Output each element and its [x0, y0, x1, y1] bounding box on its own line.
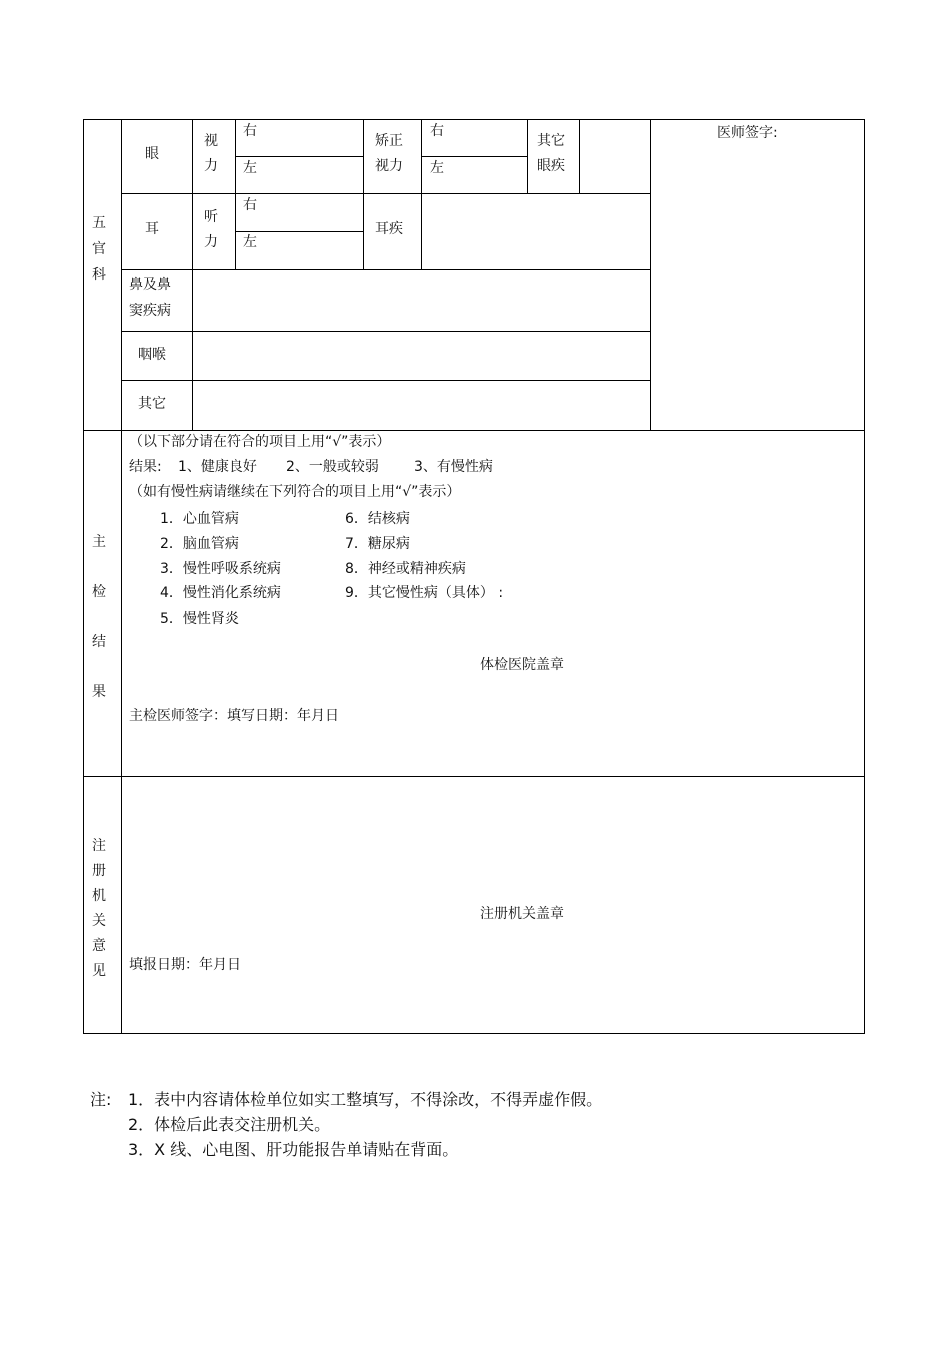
ear-disease-label: 耳疾	[375, 221, 403, 237]
result-option-2: 2、一般或较弱	[286, 459, 379, 475]
other-label: 其它	[138, 396, 166, 412]
ear-label: 耳	[145, 221, 159, 237]
corrected-left-label: 左	[430, 160, 444, 176]
other-eye-label-1: 其它	[537, 133, 565, 149]
main-doctor-signature-line: 主检医师签字：填写日期：年月日	[129, 708, 339, 724]
registration-stamp-label: 注册机关盖章	[480, 906, 564, 922]
section-label-registration: 注册机关意见	[92, 838, 106, 979]
note-item: 3．X 线、心电图、肝功能报告单请贴在背面。	[128, 1140, 459, 1159]
other-eye-label-2: 眼疾	[537, 158, 565, 174]
result-option-1: 1、健康良好	[178, 459, 257, 475]
corrected-vision-label-2: 视力	[375, 158, 403, 174]
vision-label-1: 视	[204, 133, 218, 149]
result-option-3: 3、有慢性病	[414, 459, 493, 475]
notes-prefix: 注:	[90, 1090, 112, 1109]
doctor-signature-label: 医师签字:	[717, 125, 778, 141]
hospital-stamp-label: 体检医院盖章	[480, 657, 564, 673]
hearing-right-label: 右	[243, 197, 257, 213]
hearing-left-label: 左	[243, 234, 257, 250]
hearing-label-2: 力	[204, 234, 218, 250]
instruction-line-2: （如有慢性病请继续在下列符合的项目上用“√”表示）	[129, 484, 461, 500]
corrected-vision-label-1: 矫正	[375, 133, 403, 149]
section-label-main-result: 主检结果	[92, 534, 106, 700]
disease-item: 2．脑血管病	[160, 536, 239, 552]
result-label: 结果:	[129, 459, 162, 475]
instruction-line-1: （以下部分请在符合的项目上用“√”表示）	[129, 434, 391, 450]
registration-date-line: 填报日期：年月日	[129, 957, 241, 973]
hearing-label-1: 听	[204, 209, 218, 225]
disease-item: 3．慢性呼吸系统病	[160, 561, 281, 577]
nose-label-1: 鼻及鼻	[129, 277, 171, 293]
disease-item: 6．结核病	[345, 511, 410, 527]
corrected-right-label: 右	[430, 123, 444, 139]
disease-item: 5．慢性肾炎	[160, 611, 239, 627]
throat-label: 咽喉	[138, 347, 166, 363]
disease-item: 7．糖尿病	[345, 536, 410, 552]
disease-item: 4．慢性消化系统病	[160, 585, 281, 601]
disease-item: 8．神经或精神疾病	[345, 561, 466, 577]
disease-item: 9．其它慢性病（具体） :	[345, 585, 504, 601]
section-label-five-senses: 五官科	[92, 215, 106, 283]
disease-item: 1．心血管病	[160, 511, 239, 527]
vision-label-2: 力	[204, 158, 218, 174]
eye-label: 眼	[145, 146, 159, 162]
note-item: 1．表中内容请体检单位如实工整填写，不得涂改，不得弄虚作假。	[128, 1090, 603, 1109]
vision-right-label: 右	[243, 123, 257, 139]
vision-left-label: 左	[243, 160, 257, 176]
nose-label-2: 窦疾病	[129, 303, 171, 319]
note-item: 2．体检后此表交注册机关。	[128, 1115, 331, 1134]
